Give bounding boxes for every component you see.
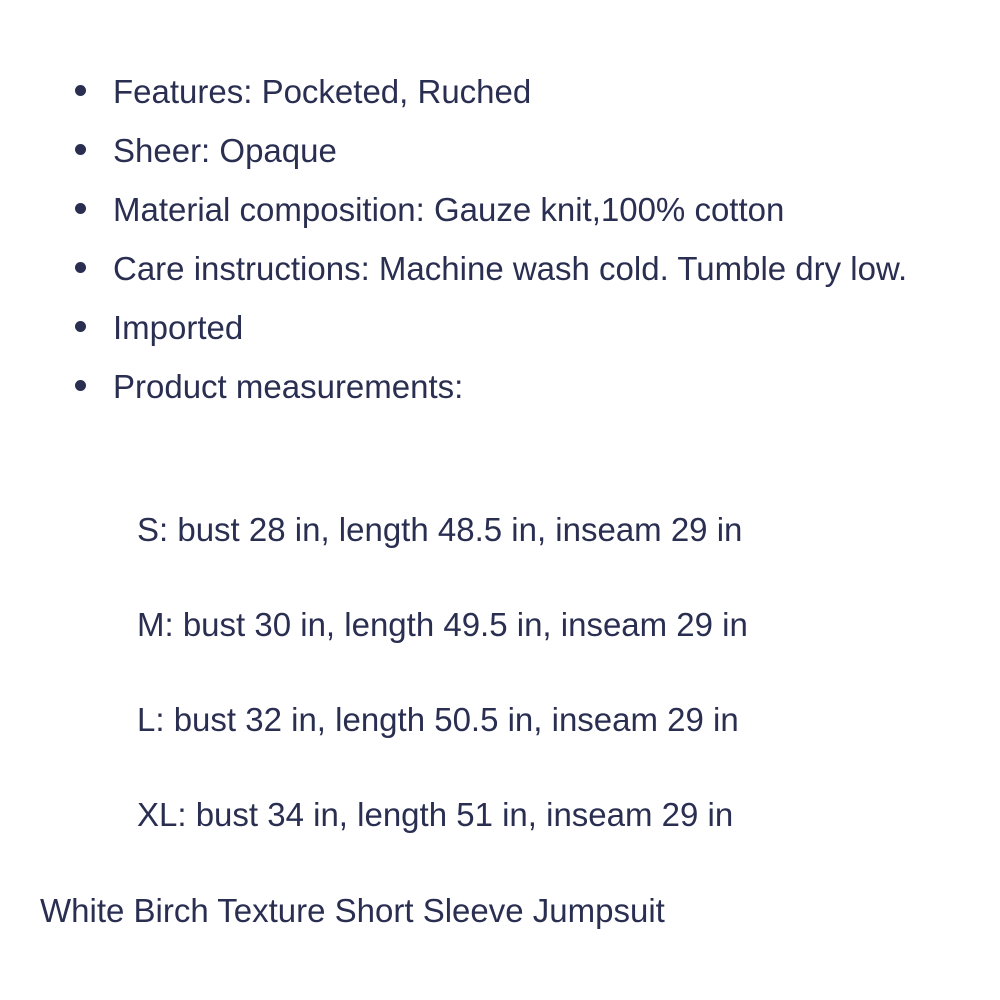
feature-text: Material composition: Gauze knit,100% cotton [113,191,785,228]
feature-text: Sheer: Opaque [113,132,337,169]
feature-list [0,62,1000,416]
feature-text: Care instructions: Machine wash cold. Tumble dry low. [113,250,908,287]
feature-item [0,357,943,416]
feature-item [0,180,943,239]
measurement-small: S: bust 28 in, length 48.5 in, inseam 29 in [137,511,743,548]
measurement-medium: M: bust 30 in, length 49.5 in, inseam 29 in [137,606,748,643]
product-details [0,62,1000,416]
feature-item [0,121,943,180]
bullet-icon [75,144,86,155]
product-title: White Birch Texture Short Sleeve Jumpsuit [40,892,665,929]
bullet-icon [75,321,86,332]
feature-text: Features: Pocketed, Ruched [113,73,532,110]
measurement-large: L: bust 32 in, length 50.5 in, inseam 29 in [137,701,739,738]
feature-item [0,62,943,121]
feature-text: Imported [113,309,244,346]
bullet-icon [75,380,86,391]
bullet-icon [75,262,86,273]
feature-text: Product measurements: [113,368,464,405]
bullet-icon [75,203,86,214]
measurement-xlarge: XL: bust 34 in, length 51 in, inseam 29 in [137,796,734,833]
feature-item [0,298,943,357]
feature-item [0,239,943,298]
bullet-icon [75,85,86,96]
